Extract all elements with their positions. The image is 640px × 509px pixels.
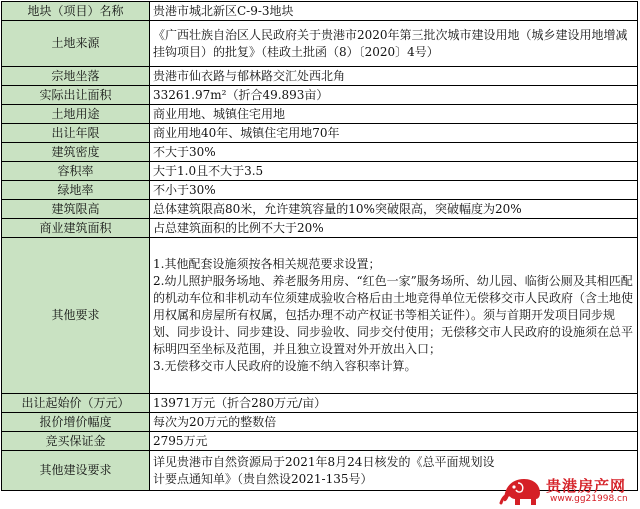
table-row (2, 2, 638, 21)
table-row (2, 105, 638, 124)
row-value: 商业用地40年、城镇住宅用地70年 (150, 124, 638, 143)
requirement-item: 3.无偿移交市人民政府的设施不纳入容积率计算。 (153, 359, 417, 373)
requirement-item: 1.其他配套设施须按各相关规范要求设置； (153, 257, 381, 271)
table-row (2, 238, 638, 394)
table-row (2, 432, 638, 451)
table-row (2, 200, 638, 219)
row-label: 出让起始价（万元） (2, 394, 150, 413)
table-row (2, 124, 638, 143)
table-row (2, 162, 638, 181)
row-label: 地块（项目）名称 (2, 2, 150, 21)
row-value: 占总建筑面积的比例不大于20% (150, 219, 638, 238)
table-row (2, 219, 638, 238)
table-row (2, 413, 638, 432)
requirement-item: 2.幼儿照护服务场地、养老服务用房、“红色一家”服务场所、幼儿园、临街公厕及其相匹配的机动车位和非机动车位须建成验收合格后由土地竞得单位无偿移交市人民政府（含土地使用权属和房屋所有权属，包括办理不动产权证书等相关证件）。须与首期开发项目同步规划、同步设计、同步建设、同步验收、同步交付使用；无偿移交市人民政府的设施须在总平标明四至坐标及范围，并且独立设置对外开放出入口； (153, 274, 634, 356)
row-label: 商业建筑面积 (2, 219, 150, 238)
row-label: 其他建设要求 (2, 451, 150, 491)
table-row (2, 394, 638, 413)
row-value: 不大于30% (150, 143, 638, 162)
row-value: 2795万元 (150, 432, 638, 451)
row-label: 其他要求 (2, 238, 150, 394)
row-label: 土地用途 (2, 105, 150, 124)
row-label: 容积率 (2, 162, 150, 181)
site-watermark (498, 473, 636, 507)
row-label: 绿地率 (2, 181, 150, 200)
table-row (2, 143, 638, 162)
table-row (2, 181, 638, 200)
other-requirements-cell (150, 238, 638, 394)
row-label: 建筑密度 (2, 143, 150, 162)
row-value: 贵港市城北新区C-9-3地块 (150, 2, 638, 21)
elephant-icon (498, 473, 546, 507)
row-label: 竞买保证金 (2, 432, 150, 451)
table-row (2, 86, 638, 105)
table-row (2, 67, 638, 86)
row-value: 《广西壮族自治区人民政府关于贵港市2020年第三批次城市建设用地（城乡建设用地增减挂钩项目）的批复》（桂政土批函（8）〔2020〕4号） (150, 21, 638, 67)
row-value: 每次为20万元的整数倍 (150, 413, 638, 432)
table-row (2, 21, 638, 67)
row-value: 贵港市仙衣路与郁林路交汇处西北角 (150, 67, 638, 86)
land-info-table (1, 1, 638, 491)
row-label: 建筑限高 (2, 200, 150, 219)
row-value: 不小于30% (150, 181, 638, 200)
row-label: 宗地坐落 (2, 67, 150, 86)
watermark-url: www.gg21998.cn (550, 494, 628, 504)
row-value: 总体建筑限高80米，允许建筑容量的10%突破限高，突破幅度为20% (150, 200, 638, 219)
row-value: 33261.97m²（折合49.893亩） (150, 86, 638, 105)
row-label: 出让年限 (2, 124, 150, 143)
row-value: 详见贵港市自然资源局于2021年8月24日核发的《总平面规划设计要点通知单》（贵自然设2021-135号） (150, 451, 638, 491)
row-value: 大于1.0且不大于3.5 (150, 162, 638, 181)
watermark-text: 贵港房产网 (546, 477, 627, 495)
row-value: 13971万元（折合280万元/亩） (150, 394, 638, 413)
row-label: 土地来源 (2, 21, 150, 67)
row-label: 报价增价幅度 (2, 413, 150, 432)
row-label: 实际出让面积 (2, 86, 150, 105)
row-value: 商业用地、城镇住宅用地 (150, 105, 638, 124)
